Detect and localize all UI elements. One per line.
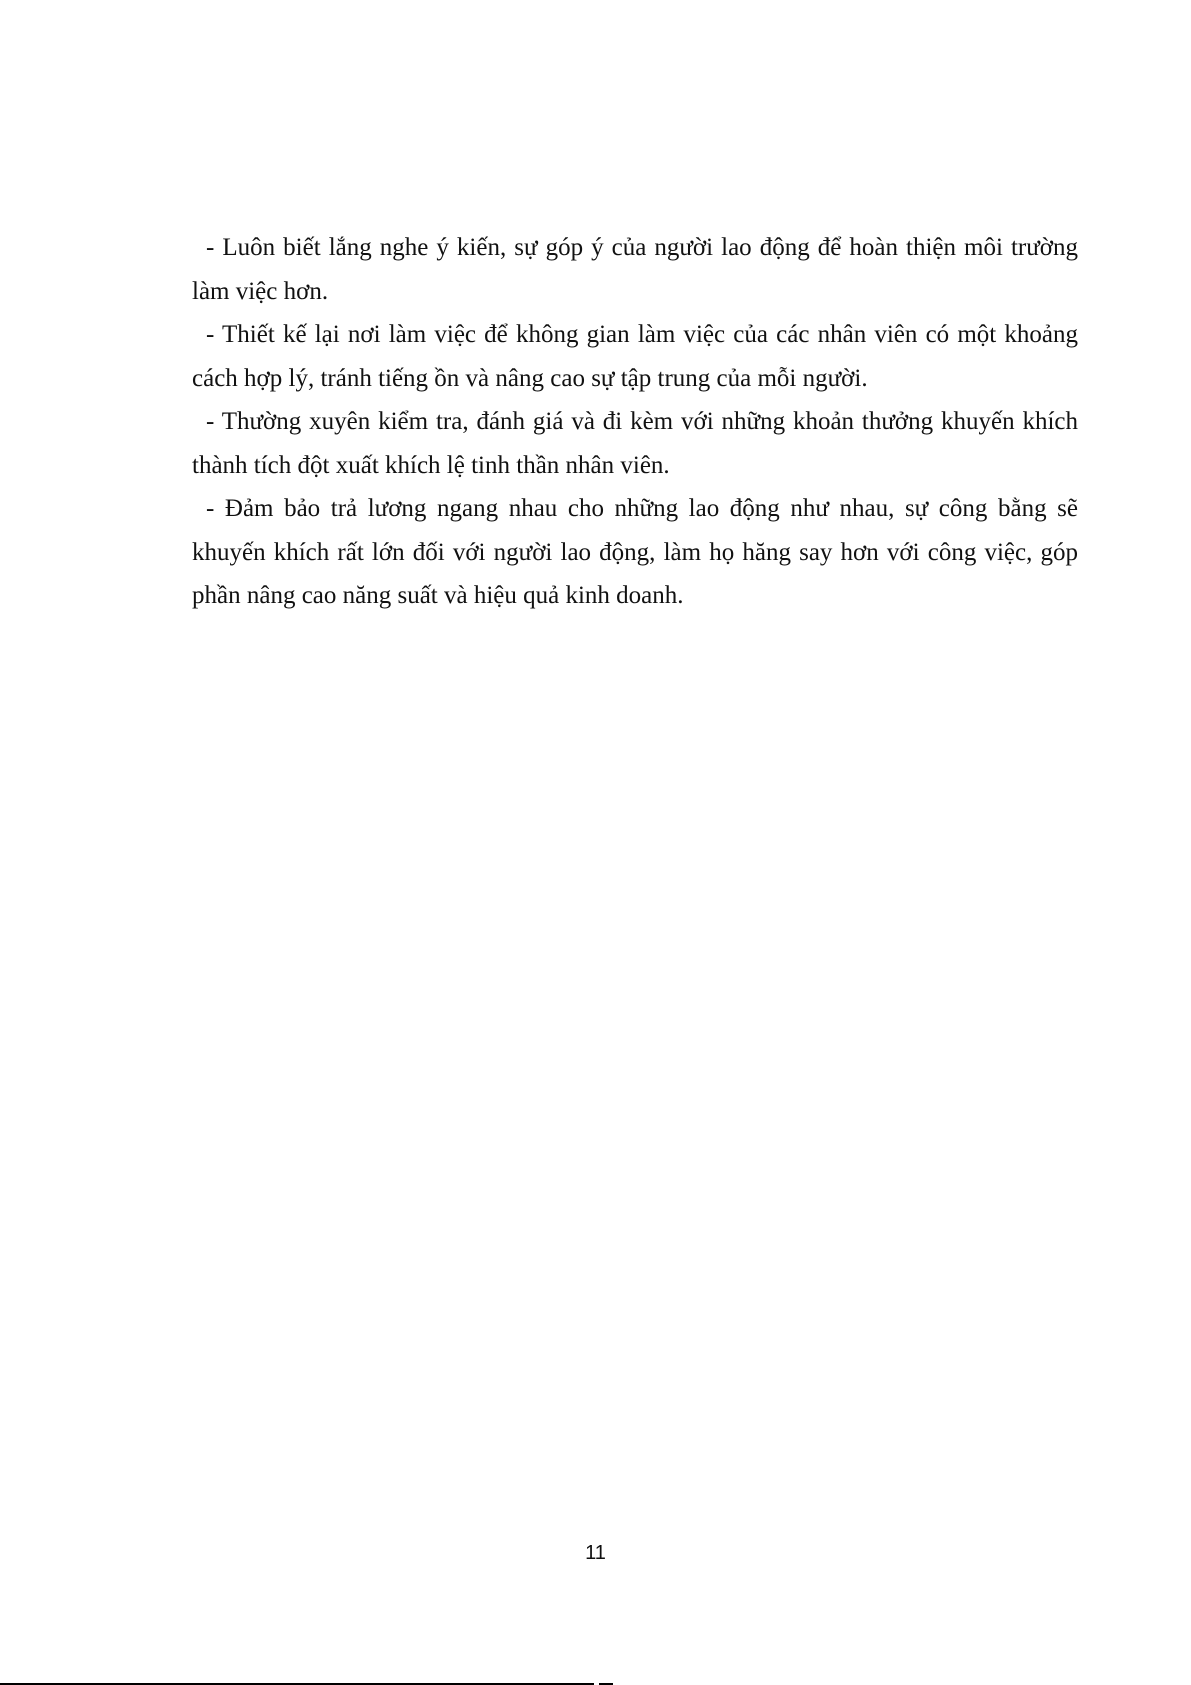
page-number: 11 (585, 1542, 606, 1564)
body-text (192, 226, 1078, 618)
paragraph-evaluation-rewards: - Thường xuyên kiểm tra, đánh giá và đi kèm với những khoản thưởng khuyến khích thành tích đột xuất khích lệ tinh thần nhân viên. (192, 408, 1078, 479)
paragraph-listen-feedback: - Luôn biết lắng nghe ý kiến, sự góp ý của người lao động để hoàn thiện môi trường làm việc hơn. (192, 234, 1078, 305)
paragraph-equal-pay: - Đảm bảo trả lương ngang nhau cho những lao động như nhau, sự công bằng sẽ khuyến khích rất lớn đối với người lao động, làm họ hăng say hơn với công việc, góp phần nâng cao năng suất và hiệu quả kinh doanh. (192, 495, 1078, 609)
paragraph-redesign-workplace: - Thiết kế lại nơi làm việc để không gian làm việc của các nhân viên có một khoảng cách hợp lý, tránh tiếng ồn và nâng cao sự tập trung của mỗi người. (192, 321, 1078, 392)
